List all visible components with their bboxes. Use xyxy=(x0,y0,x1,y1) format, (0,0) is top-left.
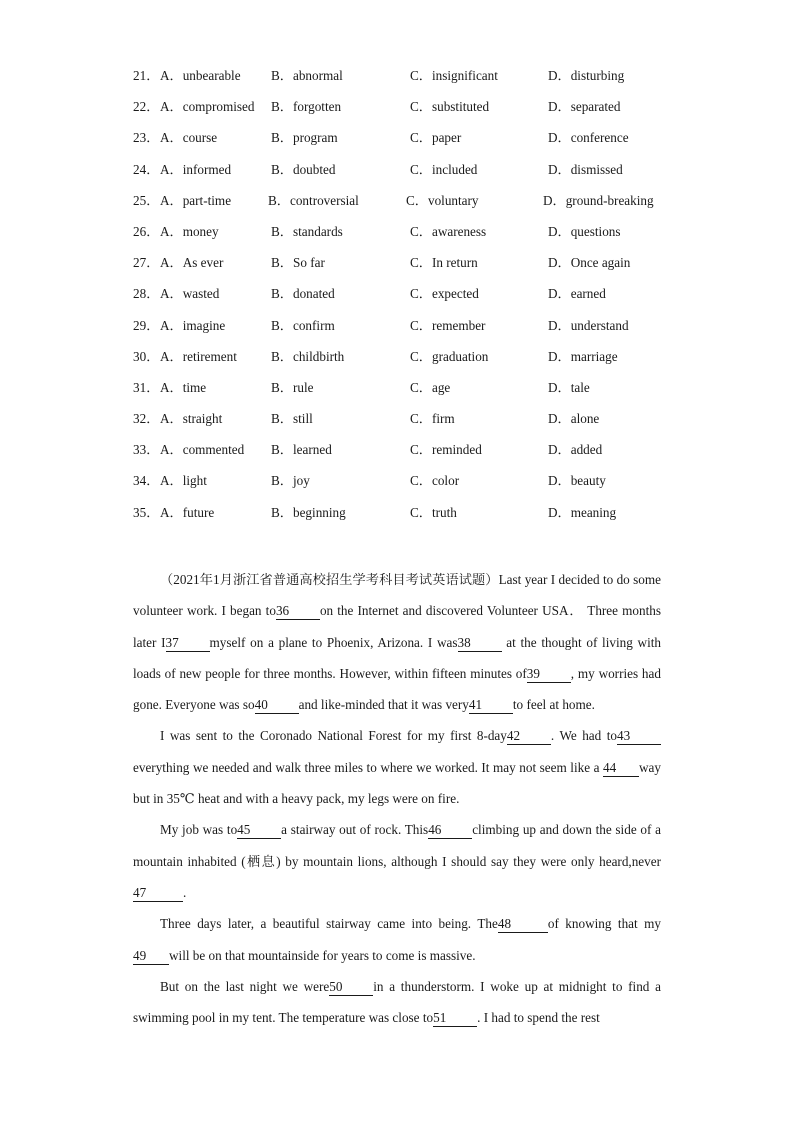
passage-text: everything we needed and walk three miles to where we worked. It may not seem like a xyxy=(133,759,600,775)
passage-text: of knowing that my xyxy=(547,916,661,932)
blank-43: 43 xyxy=(617,728,661,745)
option-d: D．meaning xyxy=(548,504,617,520)
option-d: D．conference xyxy=(548,130,629,146)
question-number: 28． xyxy=(133,286,160,302)
option-row-27 xyxy=(133,253,693,284)
option-b: B．standards xyxy=(271,223,343,239)
option-row-22 xyxy=(133,97,693,128)
question-number: 21． xyxy=(133,68,160,83)
option-c: C．awareness xyxy=(410,223,487,239)
option-c: C．truth xyxy=(410,504,457,520)
passage-paragraph-2 xyxy=(133,720,661,814)
passage-text: , my worries had gone. Everyone was so xyxy=(133,665,661,713)
option-c: C．remember xyxy=(410,317,486,333)
option-b: B．abnormal xyxy=(271,68,343,83)
answer-options-list xyxy=(133,66,693,534)
option-c: C．firm xyxy=(410,411,455,427)
passage-text: on the Internet and discovered Volunteer USA． Three months later I xyxy=(133,603,661,650)
question-number: 35． xyxy=(133,504,160,520)
blank-36: 36 xyxy=(276,603,320,620)
option-b: B．rule xyxy=(271,379,314,395)
blank-42: 42 xyxy=(507,728,551,745)
blank-48: 48 xyxy=(498,916,548,933)
question-number: 30． xyxy=(133,348,160,364)
option-d: D．added xyxy=(548,442,603,458)
passage-text: way but in 35℃ heat and with a heavy pack, my legs were on fire. xyxy=(133,759,661,807)
passage-paragraph-3 xyxy=(133,814,661,908)
option-a: A．As ever xyxy=(160,255,224,271)
question-number: 33． xyxy=(133,442,160,458)
question-number: 23． xyxy=(133,130,160,146)
option-d: D．disturbing xyxy=(548,68,625,83)
question-number: 24． xyxy=(133,161,160,177)
passage-text: a stairway out of rock. This xyxy=(281,822,429,838)
cloze-passage xyxy=(133,564,661,1033)
question-number: 32． xyxy=(133,411,160,427)
option-a: A．compromised xyxy=(160,99,255,115)
option-d: D．tale xyxy=(548,379,590,395)
option-row-29 xyxy=(133,316,693,347)
option-a: A．light xyxy=(160,473,207,489)
passage-source: （2021年1月浙江省普通高校招生学考科目考试英语试题） xyxy=(160,572,499,587)
option-row-30 xyxy=(133,347,693,378)
passage-text: Three days later, a beautiful stairway came into being. The xyxy=(160,916,498,932)
question-number: 25． xyxy=(133,192,160,208)
option-d: D．beauty xyxy=(548,473,606,489)
blank-50: 50 xyxy=(329,979,373,996)
option-row-23 xyxy=(133,128,693,159)
option-b: B．program xyxy=(271,130,338,146)
option-row-26 xyxy=(133,222,693,253)
option-d: D．alone xyxy=(548,411,600,427)
option-c: C．age xyxy=(410,379,451,395)
blank-37: 37 xyxy=(166,635,210,652)
passage-paragraph-5 xyxy=(133,971,661,1034)
passage-text: But on the last night we were xyxy=(160,978,330,994)
question-number: 22． xyxy=(133,99,160,115)
blank-40: 40 xyxy=(255,697,299,714)
option-a: A．commented xyxy=(160,442,245,458)
blank-38: 38 xyxy=(458,635,502,652)
option-c: C．included xyxy=(410,161,478,177)
question-number: 31． xyxy=(133,379,160,395)
option-d: D．questions xyxy=(548,223,621,239)
option-b: B．controversial xyxy=(268,192,359,208)
option-b: B．learned xyxy=(271,442,332,458)
option-a: A．money xyxy=(160,223,219,239)
option-row-33 xyxy=(133,440,693,471)
option-b: B．beginning xyxy=(271,504,346,520)
option-d: D．separated xyxy=(548,99,621,115)
option-a: A．straight xyxy=(160,411,223,427)
option-a: A．part-time xyxy=(160,192,232,208)
option-a: A．time xyxy=(160,379,207,395)
question-number: 29． xyxy=(133,317,160,333)
option-c: C．reminded xyxy=(410,442,482,458)
option-b: B．joy xyxy=(271,473,310,489)
blank-41: 41 xyxy=(469,697,513,714)
option-a: A．wasted xyxy=(160,286,220,302)
passage-paragraph-4 xyxy=(133,908,661,971)
option-b: B．still xyxy=(271,411,313,427)
option-row-24 xyxy=(133,160,693,191)
passage-text: . xyxy=(183,884,187,900)
option-c: C．color xyxy=(410,473,460,489)
passage-text: . I had to spend the rest xyxy=(477,1010,600,1026)
blank-39: 39 xyxy=(527,666,571,683)
option-b: B．confirm xyxy=(271,317,335,333)
passage-text: will be on that mountainside for years to come is massive. xyxy=(169,947,476,963)
blank-49: 49 xyxy=(133,948,169,965)
blank-44: 44 xyxy=(603,760,639,777)
option-d: D．dismissed xyxy=(548,161,623,177)
question-number: 26． xyxy=(133,223,160,239)
option-row-21 xyxy=(133,66,693,97)
option-d: D．earned xyxy=(548,286,606,302)
blank-47: 47 xyxy=(133,885,183,902)
option-row-28 xyxy=(133,284,693,315)
option-row-32 xyxy=(133,409,693,440)
option-row-34 xyxy=(133,471,693,502)
option-d: D．understand xyxy=(548,317,629,333)
option-row-35 xyxy=(133,503,693,534)
question-number: 34． xyxy=(133,473,160,489)
passage-text: at the thought of living with loads of new people for three months. However, within fifteen minutes of xyxy=(133,634,661,681)
option-d: D．marriage xyxy=(548,348,618,364)
passage-text: climbing up and down the side of a mountain inhabited (栖息) by mountain lions, although I should say they were only heard,never xyxy=(133,822,661,869)
passage-text: and like-minded that it was very xyxy=(298,697,469,713)
option-c: C．graduation xyxy=(410,348,489,364)
blank-46: 46 xyxy=(428,822,472,839)
option-c: C．voluntary xyxy=(406,192,479,208)
option-b: B．doubted xyxy=(271,161,336,177)
option-row-25 xyxy=(133,191,693,222)
option-a: A．retirement xyxy=(160,348,237,364)
passage-paragraph-1 xyxy=(133,564,661,720)
option-c: C．paper xyxy=(410,130,462,146)
option-a: A．future xyxy=(160,504,215,520)
blank-45: 45 xyxy=(237,822,281,839)
option-a: A．imagine xyxy=(160,317,226,333)
option-row-31 xyxy=(133,378,693,409)
passage-text: to feel at home. xyxy=(512,697,595,713)
option-b: B．forgotten xyxy=(271,99,342,115)
passage-text: My job was to xyxy=(160,822,238,838)
passage-text: in a thunderstorm. I woke up at midnight to find a swimming pool in my tent. The temperature was close to xyxy=(133,978,661,1026)
option-c: C．substituted xyxy=(410,99,490,115)
passage-text: . We had to xyxy=(550,728,617,744)
option-a: A．unbearable xyxy=(160,68,241,83)
option-c: C．expected xyxy=(410,286,479,302)
blank-51: 51 xyxy=(433,1010,477,1027)
option-a: A．course xyxy=(160,130,218,146)
option-c: C．In return xyxy=(410,255,478,271)
passage-text: myself on a plane to Phoenix, Arizona. I was xyxy=(209,634,458,650)
passage-text: I was sent to the Coronado National Forest for my first 8-day xyxy=(160,728,507,744)
option-b: B．donated xyxy=(271,286,335,302)
option-b: B．childbirth xyxy=(271,348,345,364)
option-d: D．Once again xyxy=(548,255,631,271)
question-number: 27． xyxy=(133,255,160,271)
passage-text: Last year I decided to do some volunteer work. I began to xyxy=(133,572,662,619)
option-c: C．insignificant xyxy=(410,68,498,83)
option-a: A．informed xyxy=(160,161,232,177)
option-d: D．ground-breaking xyxy=(543,192,654,208)
option-b: B．So far xyxy=(271,255,325,271)
